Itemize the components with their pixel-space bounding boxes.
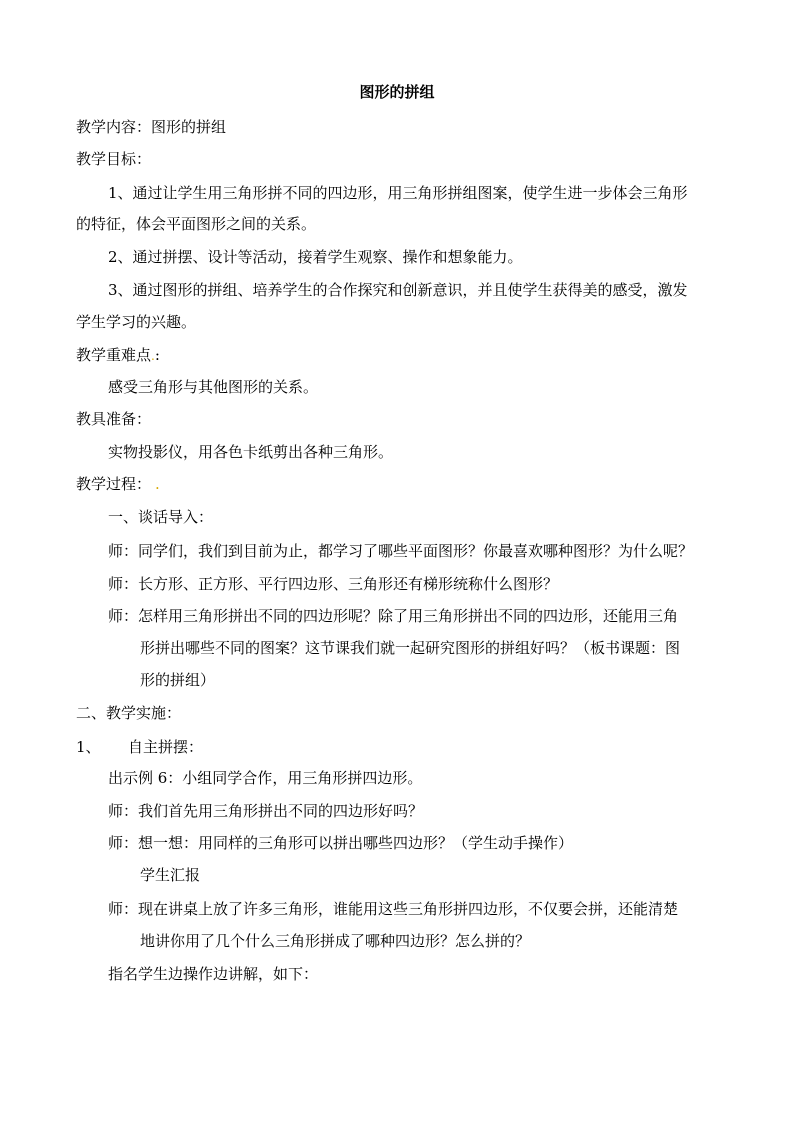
step-1-line-3: 师：想一想：用同样的三角形可以拼出哪些四边形？（学生动手操作）: [108, 834, 574, 852]
step-1-line-5-b: 地讲你用了几个什么三角形拼成了哪种四边形？怎么拼的？: [140, 932, 531, 950]
step-1-line-5-a: 师：现在讲桌上放了许多三角形，谁能用这些三角形拼四边形，不仅要会拼，还能清楚: [108, 900, 679, 918]
objective-2: 2、通过拼摆、设计等活动，接着学生观察、操作和想象能力。: [108, 248, 523, 266]
key-points-text: 感受三角形与其他图形的关系。: [108, 378, 319, 396]
teacher-line-1: 师：同学们，我们到目前为止，都学习了哪些平面图形？你最喜欢哪种图形？为什么呢？: [108, 542, 694, 560]
process-heading: [76, 474, 160, 494]
process-heading-text: 教学过程：: [76, 475, 152, 493]
tools-heading: 教具准备：: [76, 410, 152, 428]
key-points-heading-dot: .: [151, 349, 155, 363]
part-1-heading: 一、谈话导入：: [108, 508, 214, 526]
teacher-line-3-a: 师：怎样用三角形拼出不同的四边形呢？除了用三角形拼出不同的四边形，还能用三角: [108, 607, 679, 625]
step-1-line-6: 指名学生边操作边讲解，如下：: [108, 965, 319, 983]
objective-3-line-1: 3、通过图形的拼组、培养学生的合作探究和创新意识，并且使学生获得美的感受，激发: [108, 281, 688, 299]
step-1-number: 1、: [76, 738, 101, 756]
part-2-heading: 二、教学实施：: [76, 704, 182, 722]
objective-1-line-1: 1、通过让学生用三角形拼不同的四边形，用三角形拼组图案，使学生进一步体会三角形: [108, 184, 688, 202]
tools-text: 实物投影仪，用各色卡纸剪出各种三角形。: [108, 443, 394, 461]
step-1-title: 自主拼摆：: [128, 738, 204, 756]
document-title: 图形的拼组: [359, 83, 435, 101]
step-1-line-4: 学生汇报: [140, 866, 201, 884]
key-points-heading-colon: :: [154, 346, 160, 364]
teacher-line-3-c: 形的拼组）: [140, 671, 216, 689]
step-1-line-1: 出示例 6：小组同学合作，用三角形拼四边形。: [108, 769, 423, 787]
key-points-heading: [76, 345, 160, 366]
process-heading-dot: .: [155, 475, 160, 493]
teacher-line-3-b: 形拼出哪些不同的图案？这节课我们就一起研究图形的拼组好吗？（板书课题：图: [140, 639, 681, 657]
objective-1-line-2: 的特征，体会平面图形之间的关系。: [76, 215, 317, 233]
step-1-line-2: 师：我们首先用三角形拼出不同的四边形好吗？: [108, 802, 424, 820]
teacher-line-2: 师：长方形、正方形、平行四边形、三角形还有梯形统称什么图形？: [108, 575, 559, 593]
teaching-content: 教学内容：图形的拼组: [76, 118, 227, 136]
objectives-heading: 教学目标：: [76, 150, 152, 168]
objective-3-line-2: 学生学习的兴趣。: [76, 313, 197, 331]
key-points-heading-text: 教学重难点: [76, 346, 152, 364]
